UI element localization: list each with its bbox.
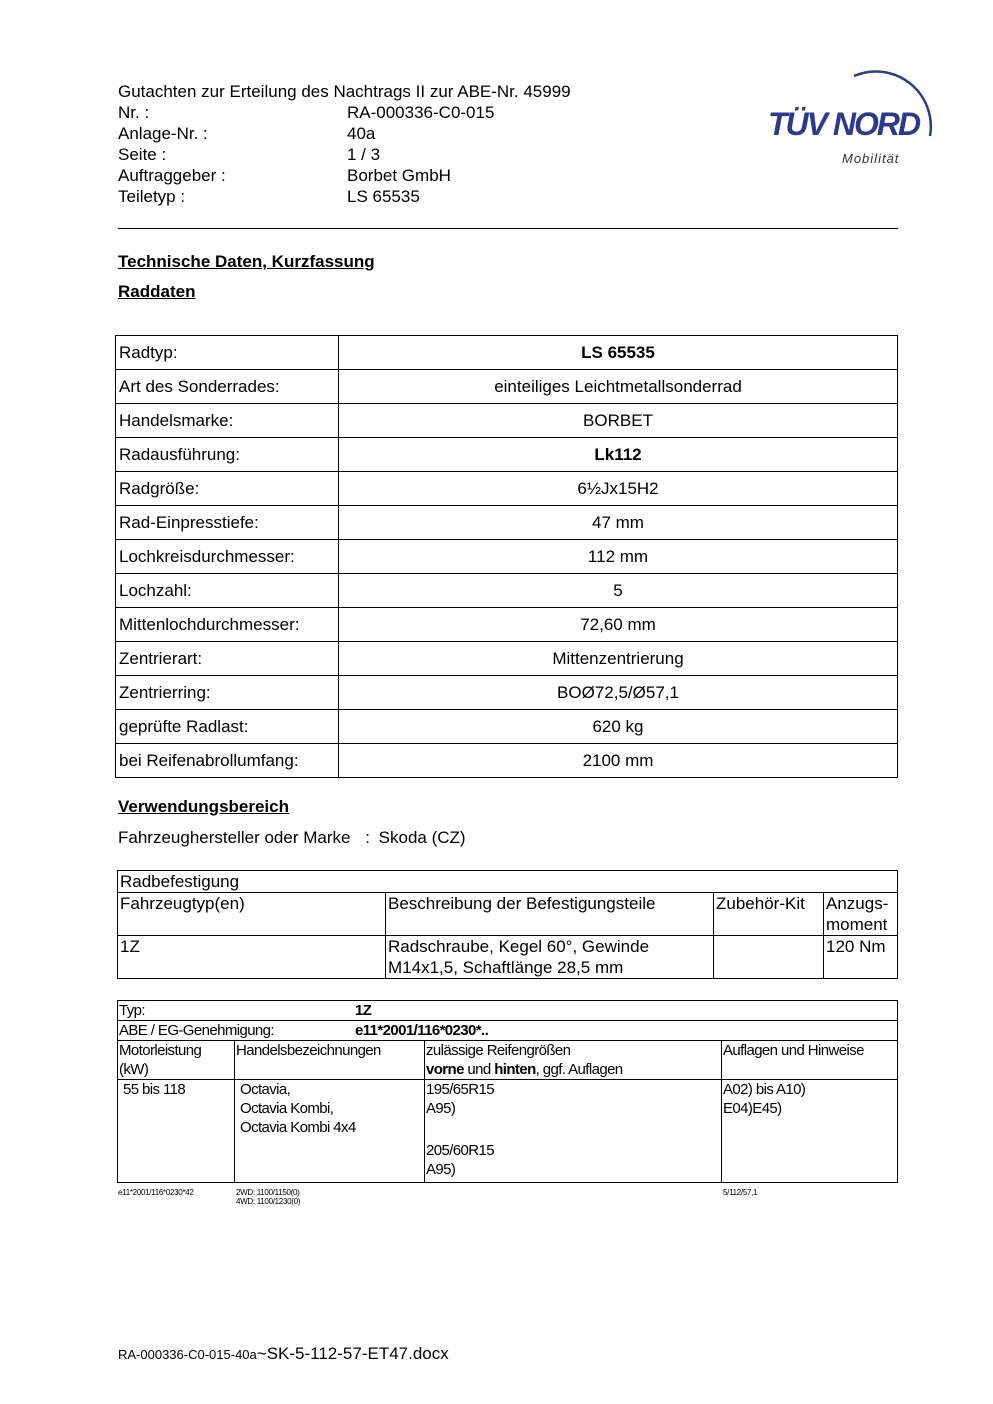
report-title: Gutachten zur Erteilung des Nachtrags II zur ABE-Nr. 45999 <box>118 82 571 101</box>
row-label: Zentrierring: <box>116 676 339 710</box>
manufacturer-line <box>118 828 466 848</box>
header-row-teiletyp <box>118 186 718 207</box>
table-row <box>118 936 898 979</box>
document-footer <box>118 1344 449 1364</box>
row-value: 72,60 mm <box>339 608 898 642</box>
header-divider <box>118 228 898 229</box>
table-row <box>116 710 898 744</box>
row-label: Zentrierart: <box>116 642 339 676</box>
row-label: Lochkreisdurchmesser: <box>116 540 339 574</box>
col-header-tyres <box>425 1041 722 1080</box>
footer-filename-part1: RA-000336-C0-015-40a <box>118 1347 257 1362</box>
row-value: 2100 mm <box>339 744 898 778</box>
col-header-power-line2: (kW) <box>119 1061 149 1078</box>
table-row <box>116 506 898 540</box>
table-row <box>118 893 898 936</box>
table-row <box>118 1080 898 1183</box>
col-header-torque-line1: Anzugs- <box>826 894 889 913</box>
cell-tyres <box>425 1080 722 1183</box>
header-value: LS 65535 <box>347 187 420 206</box>
description-line2: M14x1,5, Schaftlänge 28,5 mm <box>388 958 624 977</box>
fastening-title: Radbefestigung <box>118 871 898 893</box>
small-abe-number: e11*2001/116*0230*42 <box>118 1188 194 1197</box>
row-label: Mittenlochdurchmesser: <box>116 608 339 642</box>
description-line1: Radschraube, Kegel 60°, Gewinde <box>388 937 650 956</box>
row-value: LS 65535 <box>339 336 898 370</box>
logo-wordmark: TÜV NORD <box>768 106 920 142</box>
rear-label: hinten <box>494 1061 536 1078</box>
footer-filename-part2: ~SK-5-112-57-ET47.docx <box>256 1344 449 1363</box>
row-value: Lk112 <box>339 438 898 472</box>
col-header-tyres-line2 <box>426 1060 720 1079</box>
abe-label: ABE / EG-Genehmigung: <box>119 1022 274 1039</box>
table-row <box>116 336 898 370</box>
header-label: Seite : <box>118 145 167 164</box>
table-row <box>116 744 898 778</box>
row-label: geprüfte Radlast: <box>116 710 339 744</box>
header-value: Borbet GmbH <box>347 166 451 185</box>
abe-value: e11*2001/116*0230*.. <box>355 1022 489 1039</box>
table-row <box>116 642 898 676</box>
and-label: und <box>463 1061 495 1078</box>
header-row-anlage <box>118 123 718 144</box>
row-value: BOØ72,5/Ø57,1 <box>339 676 898 710</box>
row-value: 5 <box>339 574 898 608</box>
tyre-size: 195/65R15 <box>426 1081 494 1098</box>
note-line: A02) bis A10) <box>723 1081 806 1098</box>
typ-row <box>118 1001 898 1021</box>
small-4wd: 4WD: 1100/1230(0) <box>236 1197 301 1206</box>
note-line: E04)E45) <box>723 1100 782 1117</box>
table-row <box>118 1001 898 1021</box>
table-row <box>116 540 898 574</box>
header-value: 40a <box>347 124 376 143</box>
col-header-torque <box>824 893 898 936</box>
section-heading-usage: Verwendungsbereich <box>118 797 289 816</box>
name-item: Octavia Kombi, <box>240 1100 334 1117</box>
row-label: Radtyp: <box>116 336 339 370</box>
row-label: Radausführung: <box>116 438 339 472</box>
small-2wd: 2WD: 1100/1150(0) <box>236 1188 300 1197</box>
row-value: 47 mm <box>339 506 898 540</box>
row-label: bei Reifenabrollumfang: <box>116 744 339 778</box>
table-row <box>116 472 898 506</box>
cell-names <box>235 1080 425 1183</box>
conditions-label: , ggf. Auflagen <box>535 1061 623 1078</box>
header-value: RA-000336-C0-015 <box>347 103 495 122</box>
row-label: Lochzahl: <box>116 574 339 608</box>
col-header-notes: Auflagen und Hinweise <box>722 1041 898 1080</box>
row-label: Rad-Einpresstiefe: <box>116 506 339 540</box>
table-row <box>116 370 898 404</box>
table-row <box>118 1041 898 1080</box>
header-value: 1 / 3 <box>347 145 381 164</box>
row-value: 6½Jx15H2 <box>339 472 898 506</box>
row-label: Art des Sonderrades: <box>116 370 339 404</box>
tuv-nord-logo <box>762 56 942 171</box>
table-row <box>118 1021 898 1041</box>
manufacturer-label: Fahrzeughersteller oder Marke <box>118 828 351 847</box>
col-header-vehicle-type: Fahrzeugtyp(en) <box>118 893 386 936</box>
header-row-nr <box>118 102 718 123</box>
small-load-values <box>236 1188 300 1206</box>
row-label: Radgröße: <box>116 472 339 506</box>
header-label: Anlage-Nr. : <box>118 124 208 143</box>
header-label: Nr. : <box>118 103 150 122</box>
vehicle-table <box>117 1000 898 1183</box>
front-label: vorne <box>426 1061 464 1078</box>
row-value: 620 kg <box>339 710 898 744</box>
tyre-note: A95) <box>426 1161 456 1178</box>
small-bolt-pattern: 5/112/57,1 <box>723 1188 758 1197</box>
table-row <box>118 871 898 893</box>
row-label: Handelsmarke: <box>116 404 339 438</box>
table-row <box>116 404 898 438</box>
typ-value: 1Z <box>355 1002 372 1019</box>
col-header-description: Beschreibung der Befestigungsteile <box>386 893 714 936</box>
typ-label: Typ: <box>119 1002 145 1019</box>
col-header-power <box>118 1041 235 1080</box>
table-row <box>116 676 898 710</box>
col-header-torque-line2: moment <box>826 915 888 934</box>
table-row <box>116 574 898 608</box>
cell-vehicle-type: 1Z <box>118 936 386 979</box>
row-value: Mittenzentrierung <box>339 642 898 676</box>
header-label: Auftraggeber : <box>118 166 226 185</box>
abe-row <box>118 1021 898 1041</box>
header-row-seite <box>118 144 718 165</box>
tyre-note: A95) <box>426 1100 456 1117</box>
name-item: Octavia Kombi 4x4 <box>240 1119 356 1136</box>
cell-description <box>386 936 714 979</box>
col-header-names: Handelsbezeichnungen <box>235 1041 425 1080</box>
document-header <box>118 81 718 207</box>
manufacturer-value: Skoda (CZ) <box>378 828 466 847</box>
table-row <box>116 438 898 472</box>
section-heading-raddaten: Raddaten <box>118 282 196 301</box>
manufacturer-sep: : <box>365 828 370 847</box>
header-label: Teiletyp : <box>118 187 186 206</box>
col-header-kit: Zubehör-Kit <box>714 893 824 936</box>
wheel-data-table <box>115 335 898 778</box>
row-value: BORBET <box>339 404 898 438</box>
table-row <box>116 608 898 642</box>
cell-power: 55 bis 118 <box>118 1080 235 1183</box>
col-header-tyres-line1: zulässige Reifengrößen <box>426 1042 571 1059</box>
row-value: einteiliges Leichtmetallsonderrad <box>339 370 898 404</box>
cell-torque: 120 Nm <box>824 936 898 979</box>
row-value: 112 mm <box>339 540 898 574</box>
logo-subtitle: Mobilität <box>842 151 900 166</box>
cell-notes <box>722 1080 898 1183</box>
name-item: Octavia, <box>240 1081 291 1098</box>
fastening-table <box>117 870 898 979</box>
col-header-power-line1: Motorleistung <box>119 1042 202 1059</box>
cell-kit <box>714 936 824 979</box>
header-row-auftraggeber <box>118 165 718 186</box>
tyre-size: 205/60R15 <box>426 1142 494 1159</box>
section-heading-technical: Technische Daten, Kurzfassung <box>118 252 375 271</box>
